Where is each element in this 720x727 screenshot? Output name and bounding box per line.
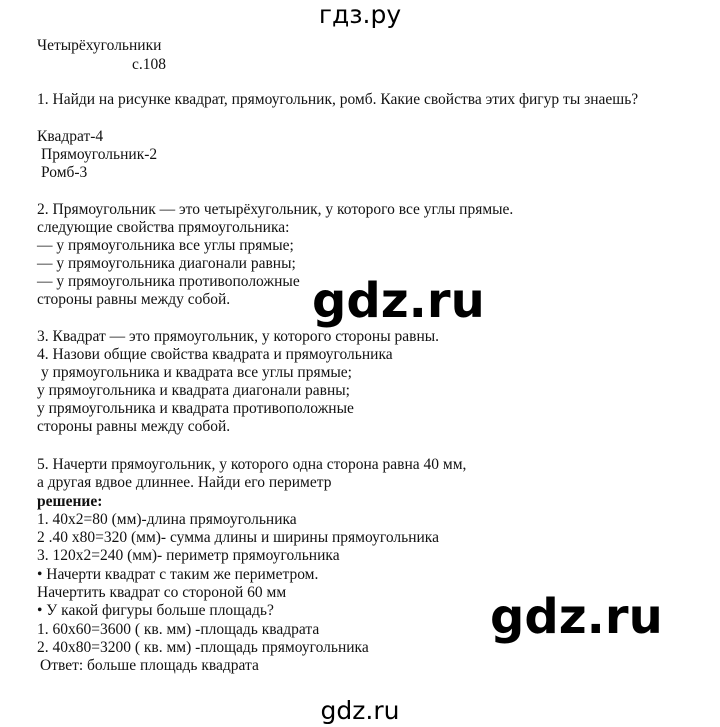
subtask-square-answer: Начертить квадрат со стороной 60 мм — [37, 584, 287, 601]
task-5: 5. Начерти прямоугольник, у которого одна сторона равна 40 мм, — [37, 456, 467, 473]
task-3: 3. Квадрат — это прямоугольник, у которого стороны равны. — [37, 328, 440, 345]
answer-rectangle: Прямоугольник-2 — [41, 146, 158, 163]
task-2-line: стороны равны между собой. — [37, 291, 231, 308]
task-2-line: следующие свойства прямоугольника: — [37, 219, 290, 236]
task-4-line: у прямоугольника и квадрата все углы прямые; — [41, 364, 352, 381]
task-2-line: — у прямоугольника диагонали равны; — [37, 255, 296, 272]
page-ref: с.108 — [132, 56, 167, 73]
task-2-definition: 2. Прямоугольник — это четырёхугольник, у которого все углы прямые. — [37, 201, 514, 218]
answer-square: Квадрат-4 — [37, 128, 104, 145]
final-answer: Ответ: больше площадь квадрата — [40, 657, 259, 674]
area-step: 1. 60х60=3600 ( кв. мм) -площадь квадрата — [37, 621, 320, 638]
solution-step: 3. 120х2=240 (мм)- периметр прямоугольника — [37, 547, 340, 564]
solution-heading: решение: — [37, 493, 103, 510]
answer-rhombus: Ромб-3 — [41, 164, 88, 181]
section-title: Четырёхугольники — [37, 37, 162, 54]
task-4-line: у прямоугольника и квадрата диагонали равны; — [37, 382, 350, 399]
area-step: 2. 40х80=3200 ( кв. мм) -площадь прямоугольника — [37, 639, 369, 656]
subtask-square: • Начерти квадрат с таким же периметром. — [37, 566, 319, 583]
watermark: gdz.ru — [312, 273, 485, 329]
solution-step: 1. 40х2=80 (мм)-длина прямоугольника — [37, 511, 297, 528]
task-2-line: — у прямоугольника все углы прямые; — [37, 237, 294, 254]
site-footer: gdz.ru — [320, 696, 400, 725]
task-2-line: — у прямоугольника противоположные — [37, 273, 300, 290]
solution-step: 2 .40 х80=320 (мм)- сумма длины и ширины прямоугольника — [37, 529, 439, 546]
task-4-line: стороны равны между собой. — [37, 418, 231, 435]
task-1: 1. Найди на рисунке квадрат, прямоугольник, ромб. Какие свойства этих фигур ты знаешь? — [37, 91, 639, 108]
task-4-line: у прямоугольника и квадрата противоположные — [37, 400, 354, 417]
site-header: гдз.ру — [318, 0, 402, 29]
subtask-area: • У какой фигуры больше площадь? — [37, 602, 274, 619]
task-4: 4. Назови общие свойства квадрата и прямоугольника — [37, 346, 393, 363]
task-5-line: а другая вдвое длиннее. Найди его периметр — [37, 474, 332, 491]
watermark: gdz.ru — [490, 589, 663, 645]
